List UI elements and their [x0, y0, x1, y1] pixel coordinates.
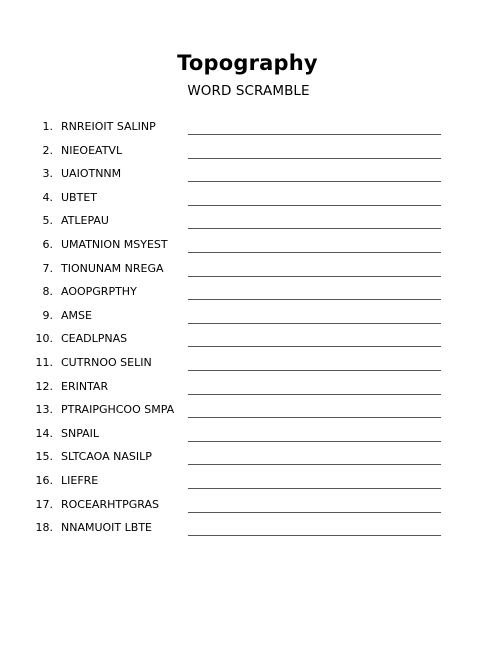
item-number: 8. — [42, 285, 53, 299]
list-item — [0, 329, 500, 353]
scrambled-word: TIONUNAM NREGA — [61, 261, 164, 275]
scramble-list — [0, 117, 500, 542]
scrambled-word: RNREIOIT SALINP — [61, 120, 156, 133]
scrambled-word: AMSE — [61, 308, 92, 322]
answer-line — [188, 228, 441, 229]
scrambled-word: CEADLPNAS — [61, 332, 128, 346]
answer-line — [188, 323, 441, 324]
answer-line — [188, 252, 441, 253]
item-number: 3. — [42, 167, 53, 181]
answer-line — [188, 464, 441, 465]
item-number: 15. — [35, 450, 53, 464]
answer-line — [188, 181, 441, 182]
page-subtitle: WORD SCRAMBLE — [187, 83, 310, 99]
scrambled-word: SLTCAOA NASILP — [61, 450, 152, 464]
scrambled-word: AOOPGRPTHY — [61, 285, 137, 299]
item-number: 18. — [35, 521, 53, 535]
scrambled-word: NIEOEATVL — [61, 143, 123, 157]
item-number: 13. — [35, 403, 53, 417]
page-title: Topography — [177, 51, 318, 75]
scrambled-word: SNPAIL — [61, 426, 100, 440]
answer-line — [188, 512, 441, 513]
item-number: 5. — [42, 214, 53, 228]
list-item — [0, 471, 500, 495]
answer-line — [188, 441, 441, 442]
list-item — [0, 377, 500, 401]
list-item — [0, 518, 500, 542]
answer-line — [188, 488, 441, 489]
list-item — [0, 259, 500, 283]
list-item — [0, 306, 500, 330]
list-item — [0, 211, 500, 235]
item-number: 4. — [42, 190, 53, 204]
scrambled-word: LIEFRE — [61, 473, 99, 487]
answer-line — [188, 205, 441, 206]
answer-line — [188, 158, 441, 159]
answer-line — [188, 346, 441, 347]
scrambled-word: UBTET — [61, 190, 97, 204]
item-number: 1. — [42, 120, 53, 133]
list-item — [0, 117, 500, 141]
list-item — [0, 235, 500, 259]
scrambled-word: NNAMUOIT LBTE — [61, 521, 152, 535]
item-number: 6. — [42, 237, 53, 251]
item-number: 16. — [35, 473, 53, 487]
scrambled-word: PTRAIPGHCOO SMPA — [61, 403, 175, 417]
list-item — [0, 447, 500, 471]
list-item — [0, 353, 500, 377]
scrambled-word: ATLEPAU — [61, 214, 109, 228]
scrambled-word: UMATNION MSYEST — [61, 237, 168, 251]
list-item — [0, 400, 500, 424]
list-item — [0, 188, 500, 212]
item-number: 12. — [35, 379, 53, 393]
item-number: 11. — [35, 355, 53, 369]
scrambled-word: CUTRNOO SELIN — [61, 355, 152, 369]
list-item — [0, 141, 500, 165]
answer-line — [188, 276, 441, 277]
answer-line — [188, 370, 441, 371]
answer-line — [188, 394, 441, 395]
item-number: 10. — [35, 332, 53, 346]
scrambled-word: ROCEARHTPGRAS — [61, 497, 159, 511]
item-number: 7. — [42, 261, 53, 275]
answer-line — [188, 417, 441, 418]
item-number: 2. — [42, 143, 53, 157]
list-item — [0, 282, 500, 306]
answer-line — [188, 535, 441, 536]
item-number: 17. — [35, 497, 53, 511]
list-item — [0, 424, 500, 448]
scrambled-word: UAIOTNNM — [61, 167, 122, 181]
answer-line — [188, 134, 441, 135]
list-item — [0, 164, 500, 188]
item-number: 9. — [42, 308, 53, 322]
scrambled-word: ERINTAR — [61, 379, 109, 393]
answer-line — [188, 299, 441, 300]
item-number: 14. — [35, 426, 53, 440]
list-item — [0, 495, 500, 519]
